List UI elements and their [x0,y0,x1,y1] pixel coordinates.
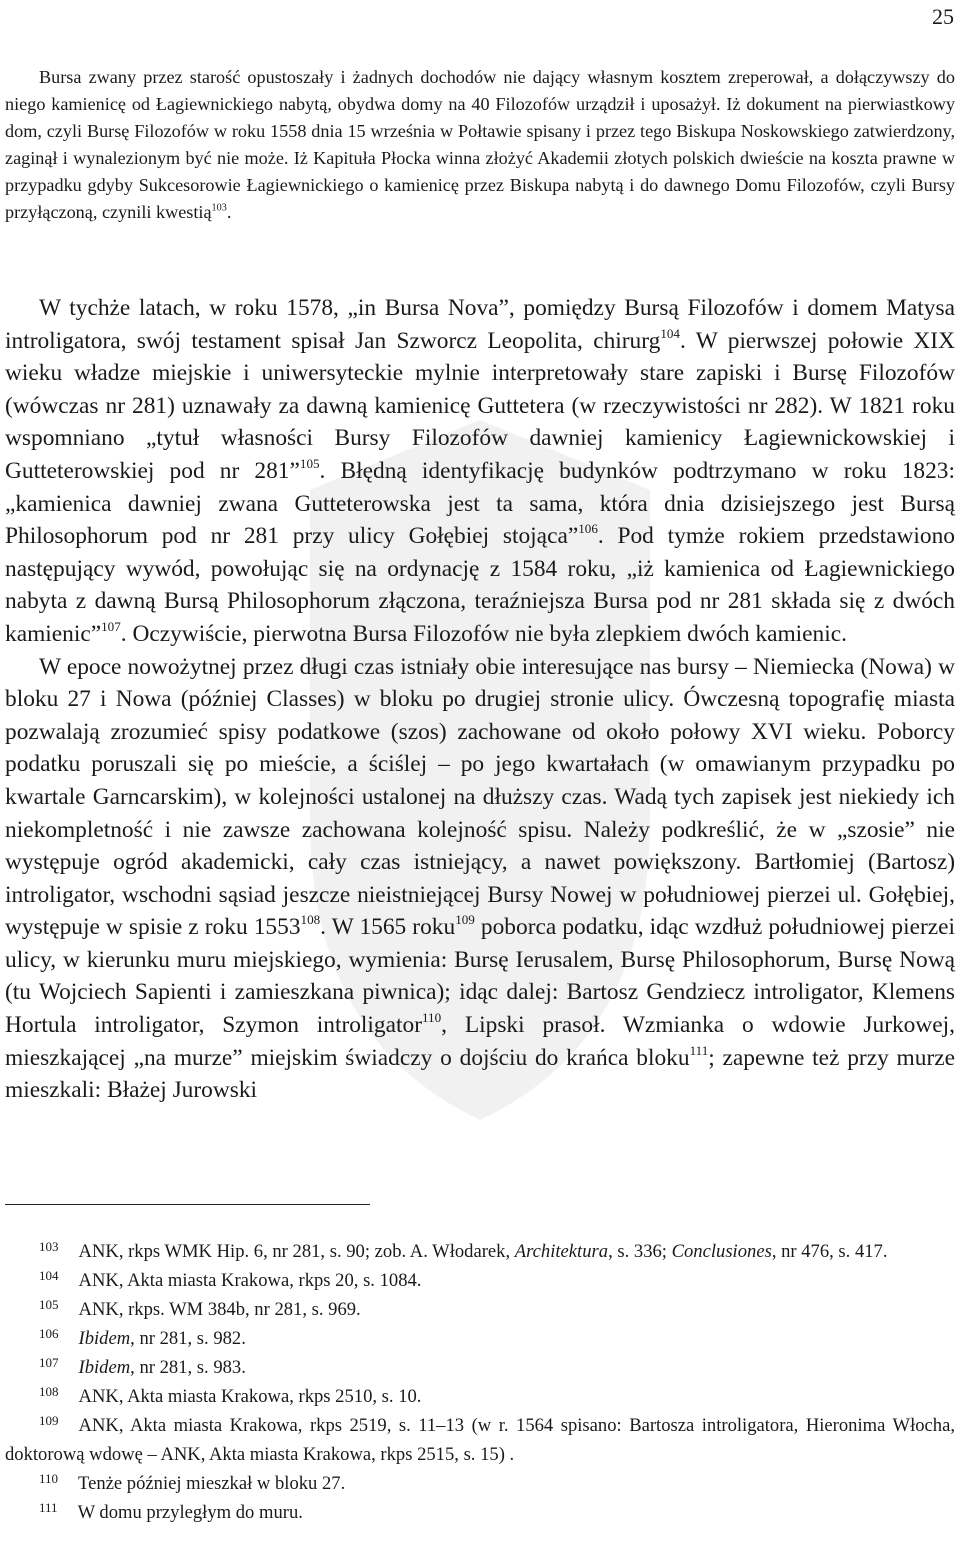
footnote-divider [5,1204,370,1205]
footnote-ref[interactable]: 107 [101,619,121,635]
footnote-ref[interactable]: 103 [211,202,227,214]
quote-text: Bursa zwany przez starość opustoszały i żadnych dochodów nie dający własnym kosztem zreperował, a dołączywszy do niego kamienicę od Łagiewnickiego nabytą, obydwa domy na 40 Filozofów urządził i uposażył. Iż dokument na pierwiastkowy dom, czyli Bursę Filozofów w roku 1558 dnia 15 września w Połtawie spisany i przez tego Biskupa Noskowskiego zatwierdzony, zaginął i wynalezionym być nie może. Iż Kapituła Płocka winna złożyć Akademii złotych polskich dwieście na koszta prawne w przypadku gdyby Sukcesorowie Łagiewnickiego o kamienicę przez Biskupa nabytą i do dawnego Domu Filozofów, czyli Bursy przyłączoną, czynili kwestią [5,67,955,222]
footnote-104: $^{104}$ ANK, Akta miasta Krakowa, rkps 20, s. 1084. [39,1267,422,1291]
footnote-ref[interactable]: 109 [455,912,475,928]
footnote-108: $^{108}$ ANK, Akta miasta Krakowa, rkps 2510, s. 10. [39,1383,422,1407]
footnote-ref[interactable]: 108 [300,912,321,928]
footnote-106: $^{106}$ Ibidem, nr 281, s. 982. [39,1325,246,1349]
footnote-110: $^{110}$ Tenże później mieszkał w bloku 27. [39,1470,346,1494]
main-text [5,292,955,1107]
footnote-107: $^{107}$ Ibidem, nr 281, s. 983. [39,1354,246,1378]
footnote-ref[interactable]: 106 [578,521,598,537]
footnote-109: $^{109}$ ANK, Akta miasta Krakowa, rkps 2519, s. 11–13 (w r. 1564 spisano: Bartosza introligatora, Hieronima Włocha, doktorową wdowę – ANK, Akta miasta Krakowa, rkps 2515, s. 15) . [5,1412,955,1465]
footnotes [5,1237,955,1527]
footnote-105: $^{105}$ ANK, rkps. WM 384b, nr 281, s. 969. [39,1296,361,1320]
footnote-111: $^{111}$ W domu przyległym do muru. [39,1499,303,1523]
footnote-ref[interactable]: 104 [660,325,680,341]
quoted-passage: Bursa zwany przez starość opustoszały i żadnych dochodów nie dający własnym kosztem zreperował, a dołączywszy do niego kamienicę od Łagiewnickiego nabytą, obydwa domy na 40 Filozofów urządził i uposażył. Iż dokument na pierwiastkowy dom, czyli Bursę Filozofów w roku 1558 dnia 15 września w Połtawie spisany i przez tego Biskupa Noskowskiego zatwierdzony, zaginął i wynalezionym być nie może. Iż Kapituła Płocka winna złożyć Akademii złotych polskich dwieście na koszta prawne w przypadku gdyby Sukcesorowie Łagiewnickiego o kamienicę przez Biskupa nabytą i do dawnego Domu Filozofów, czyli Bursy przyłączoną, czynili kwestią$^{103}$. [5,67,955,222]
footnote-ref[interactable]: 110 [422,1010,442,1026]
footnote-103: $^{103}$ ANK, rkps WMK Hip. 6, nr 281, s. 90; zob. A. Włodarek, Architektura, s. 336; Conclusiones, nr 476, s. 417. [39,1238,888,1262]
footnote-ref[interactable]: 105 [299,456,320,472]
page-number: 25 [932,4,954,29]
paragraph: W epoce nowożytnej przez długi czas istniały obie interesujące nas bursy – Niemiecka (Nowa) w bloku 27 i Nowa (później Classes) w bloku po drugiej stronie ulicy. Ówczesną topografię miasta pozwalają zrozumieć spisy podatkowe (szos) zachowane od około połowy XVI wieku. Poborcy podatku poruszali się po mieście, a ściślej – po jego kwartałach (w omawianym przypadku po kwartale Garncarskim), w kolejności ustalonej na dłuższy czas. Wadą tych zapisek jest niekiedy ich niekompletność i nie zawsze zachowana kolejność spisu. Należy podkreślić, że w „szosie” nie występuje ogród akademicki, cały czas istniejący, a nawet powiększony. Bartłomiej (Bartosz) introligator, wschodni sąsiad jeszcze nieistniejącej Bursy Nowej w południowej pierzei ul. Gołębiej, występuje w spisie z roku 1553$^{108}$. W 1565 roku$^{109}$ poborca podatku, idąc wzdłuż południowej pierzei ulicy, w kierunku muru miejskiego, wymienia: Bursę Ierusalem, Bursę Philosophorum, Bursę Nową (tu Wojciech Sapienti i zamieszkana piwnica); idąc dalej: Bartosz Gendziecz introligator, Klemens Hortula introligator, Szymon introligator$^{110}$, Lipski prasoł. Wzmianka o wdowie Jurkowej, mieszkającej „na murze” miejskim świadczy o dojściu do krańca bloku$^{111}$; zapewne też przy murze mieszkali: Błażej Jurowski [5,653,956,1104]
paragraph: W tychże latach, w roku 1578, „in Bursa Nova”, pomiędzy Bursą Filozofów i domem Matysa introligatora, swój testament spisał Jan Szworcz Leopolita, chirurg$^{104}$. W pierwszej połowie XIX wieku władze miejskie i uniwersyteckie mylnie interpretowały stare zapiski i Bursę Filozofów (wówczas nr 281) uznawały za dawną kamienicę Guttetera (w rzeczywistości nr 282). W 1821 roku wspomniano „tytuł własności Bursy Filozofów dawniej kamienicy Łagiewnickowskiej i Gutteterowskiej pod nr 281”$^{105}$. Błędną identyfikację budynków podtrzymano w roku 1823: „kamienica dawniej zwana Gutteterowska jest ta sama, która dnia dzisiejszego jest Bursą Philosophorum pod nr 281 przy ulicy Gołębiej stojąca”$^{106}$. Pod tymże rokiem przedstawiono następujący wywód, powołując się na ordynację z 1584 roku, „iż kamienica od Łagiewnickiego nabyta z dawną Bursą Philosophorum złączona, teraźniejsza Bursa pod nr 281 składa się z dwóch kamienic”$^{107}$. Oczywiście, pierwotna Bursa Filozofów nie była zlepkiem dwóch kamienic. [5,295,955,647]
footnote-ref[interactable]: 111 [689,1042,709,1058]
